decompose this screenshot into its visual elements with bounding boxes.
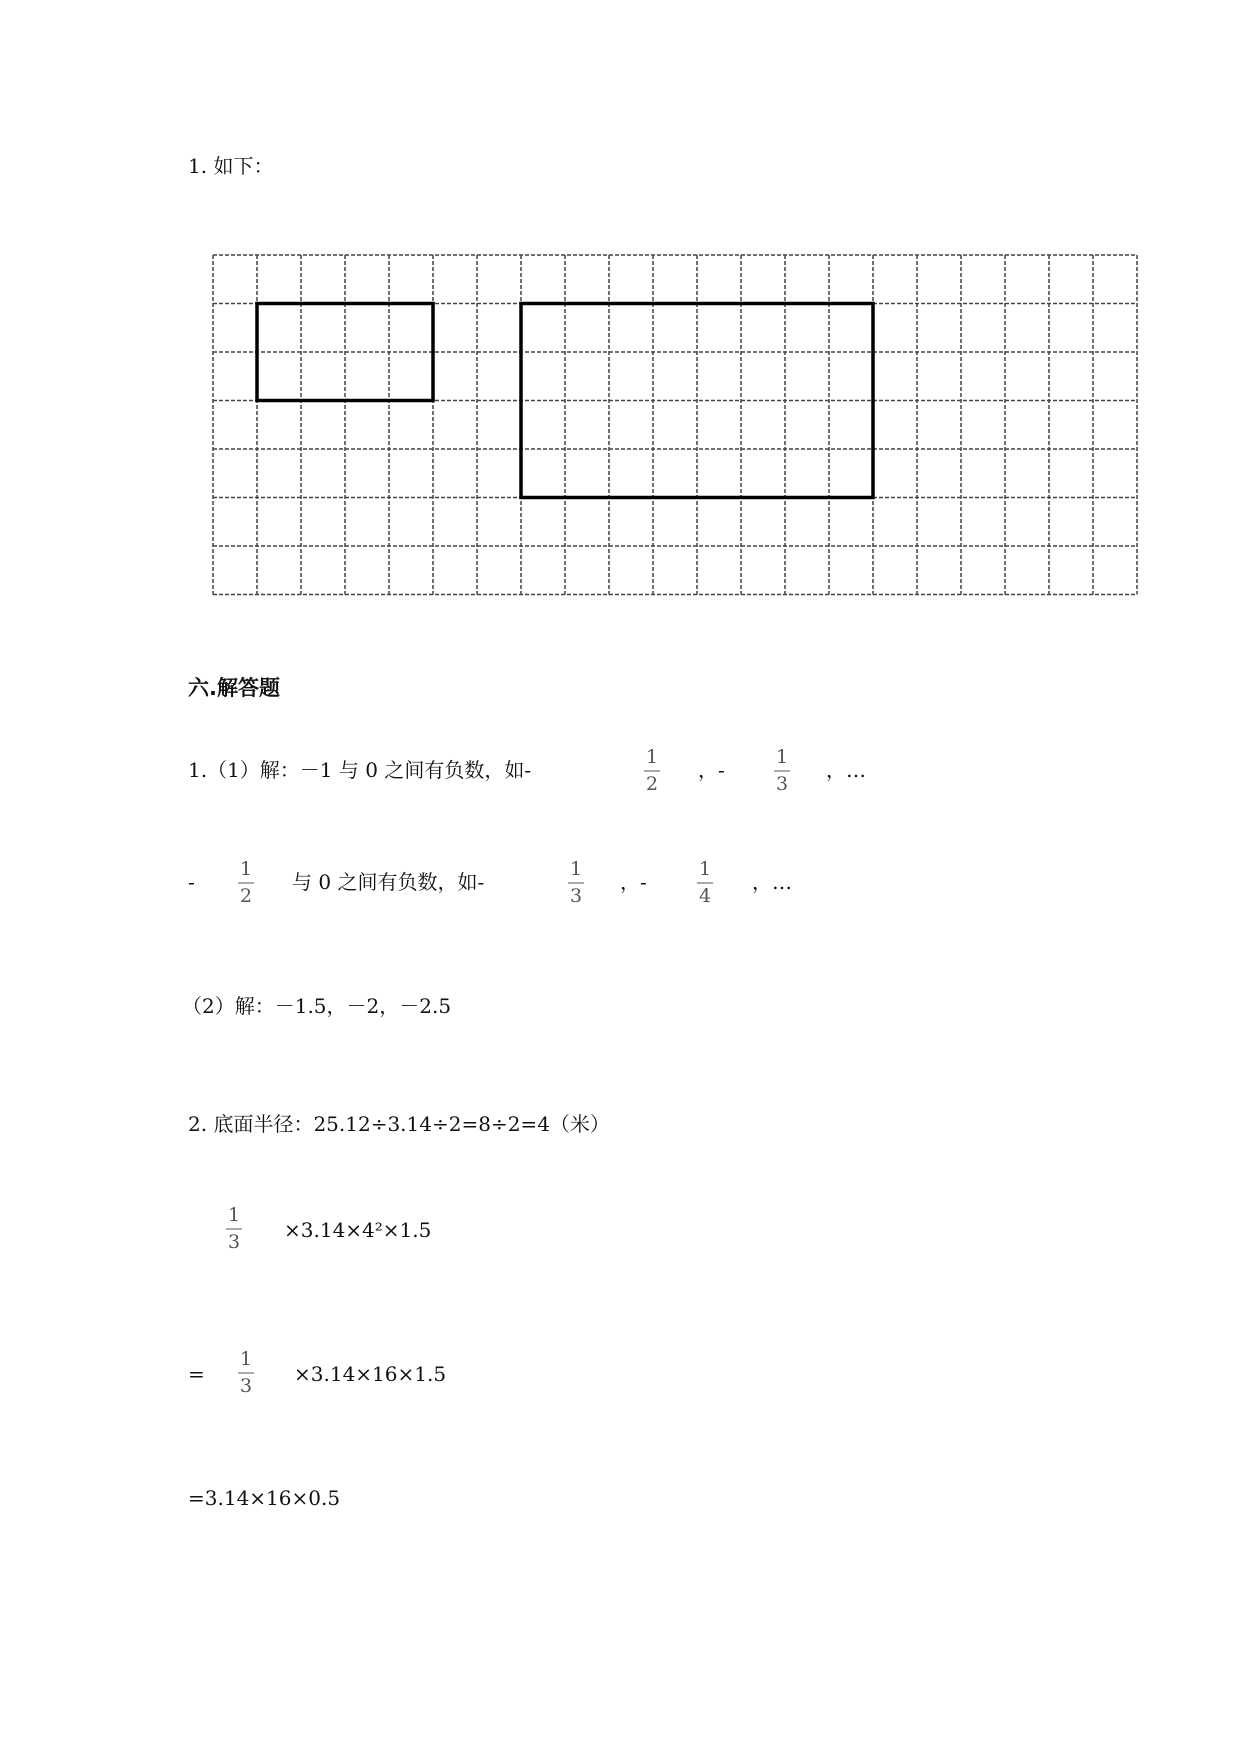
denominator: 3 <box>239 1374 253 1397</box>
section-heading: 六.解答题 <box>188 676 280 700</box>
fraction <box>774 748 790 794</box>
q2-line4: =3.14×16×0.5 <box>188 1486 341 1510</box>
separator: ，- <box>620 870 647 894</box>
fraction-bar <box>226 1228 242 1230</box>
q2-line1: 2. 底面半径：25.12÷3.14÷2=8÷2=4（米） <box>188 1112 610 1136</box>
equals-sign: = <box>188 1362 205 1386</box>
answer-intro: 1. 如下： <box>188 154 274 178</box>
fraction-bar <box>238 1372 254 1374</box>
numerator: 1 <box>227 1204 241 1226</box>
numerator: 1 <box>569 858 583 880</box>
fraction-bar <box>238 882 254 884</box>
denominator: 3 <box>227 1230 241 1253</box>
fraction-bar <box>644 770 660 772</box>
fraction <box>697 860 713 906</box>
numerator: 1 <box>775 746 789 768</box>
separator: ，- <box>698 758 725 782</box>
numerator: 1 <box>239 1348 253 1370</box>
ellipsis: ，… <box>826 758 866 782</box>
fraction <box>644 748 660 794</box>
q1-line2-mid: 与 0 之间有负数，如- <box>292 870 485 894</box>
denominator: 2 <box>645 772 659 795</box>
fraction <box>226 1206 242 1252</box>
denominator: 4 <box>698 884 712 907</box>
fraction <box>568 860 584 906</box>
denominator: 2 <box>239 884 253 907</box>
q2-line2: ×3.14×4²×1.5 <box>284 1218 432 1242</box>
numerator: 1 <box>645 746 659 768</box>
fraction-bar <box>568 882 584 884</box>
fraction-bar <box>774 770 790 772</box>
grid-diagram <box>211 253 1141 598</box>
denominator: 3 <box>775 772 789 795</box>
ellipsis: ，… <box>752 870 792 894</box>
q1-line2-prefix: - <box>188 870 195 894</box>
q2-line3: ×3.14×16×1.5 <box>294 1362 447 1386</box>
numerator: 1 <box>698 858 712 880</box>
fraction-bar <box>697 882 713 884</box>
denominator: 3 <box>569 884 583 907</box>
q1-line1-prefix: 1.（1）解：－1 与 0 之间有负数，如- <box>188 758 532 782</box>
fraction <box>238 1350 254 1396</box>
fraction <box>238 860 254 906</box>
q1-part2: （2）解：－1.5，－2，－2.5 <box>182 994 452 1018</box>
numerator: 1 <box>239 858 253 880</box>
